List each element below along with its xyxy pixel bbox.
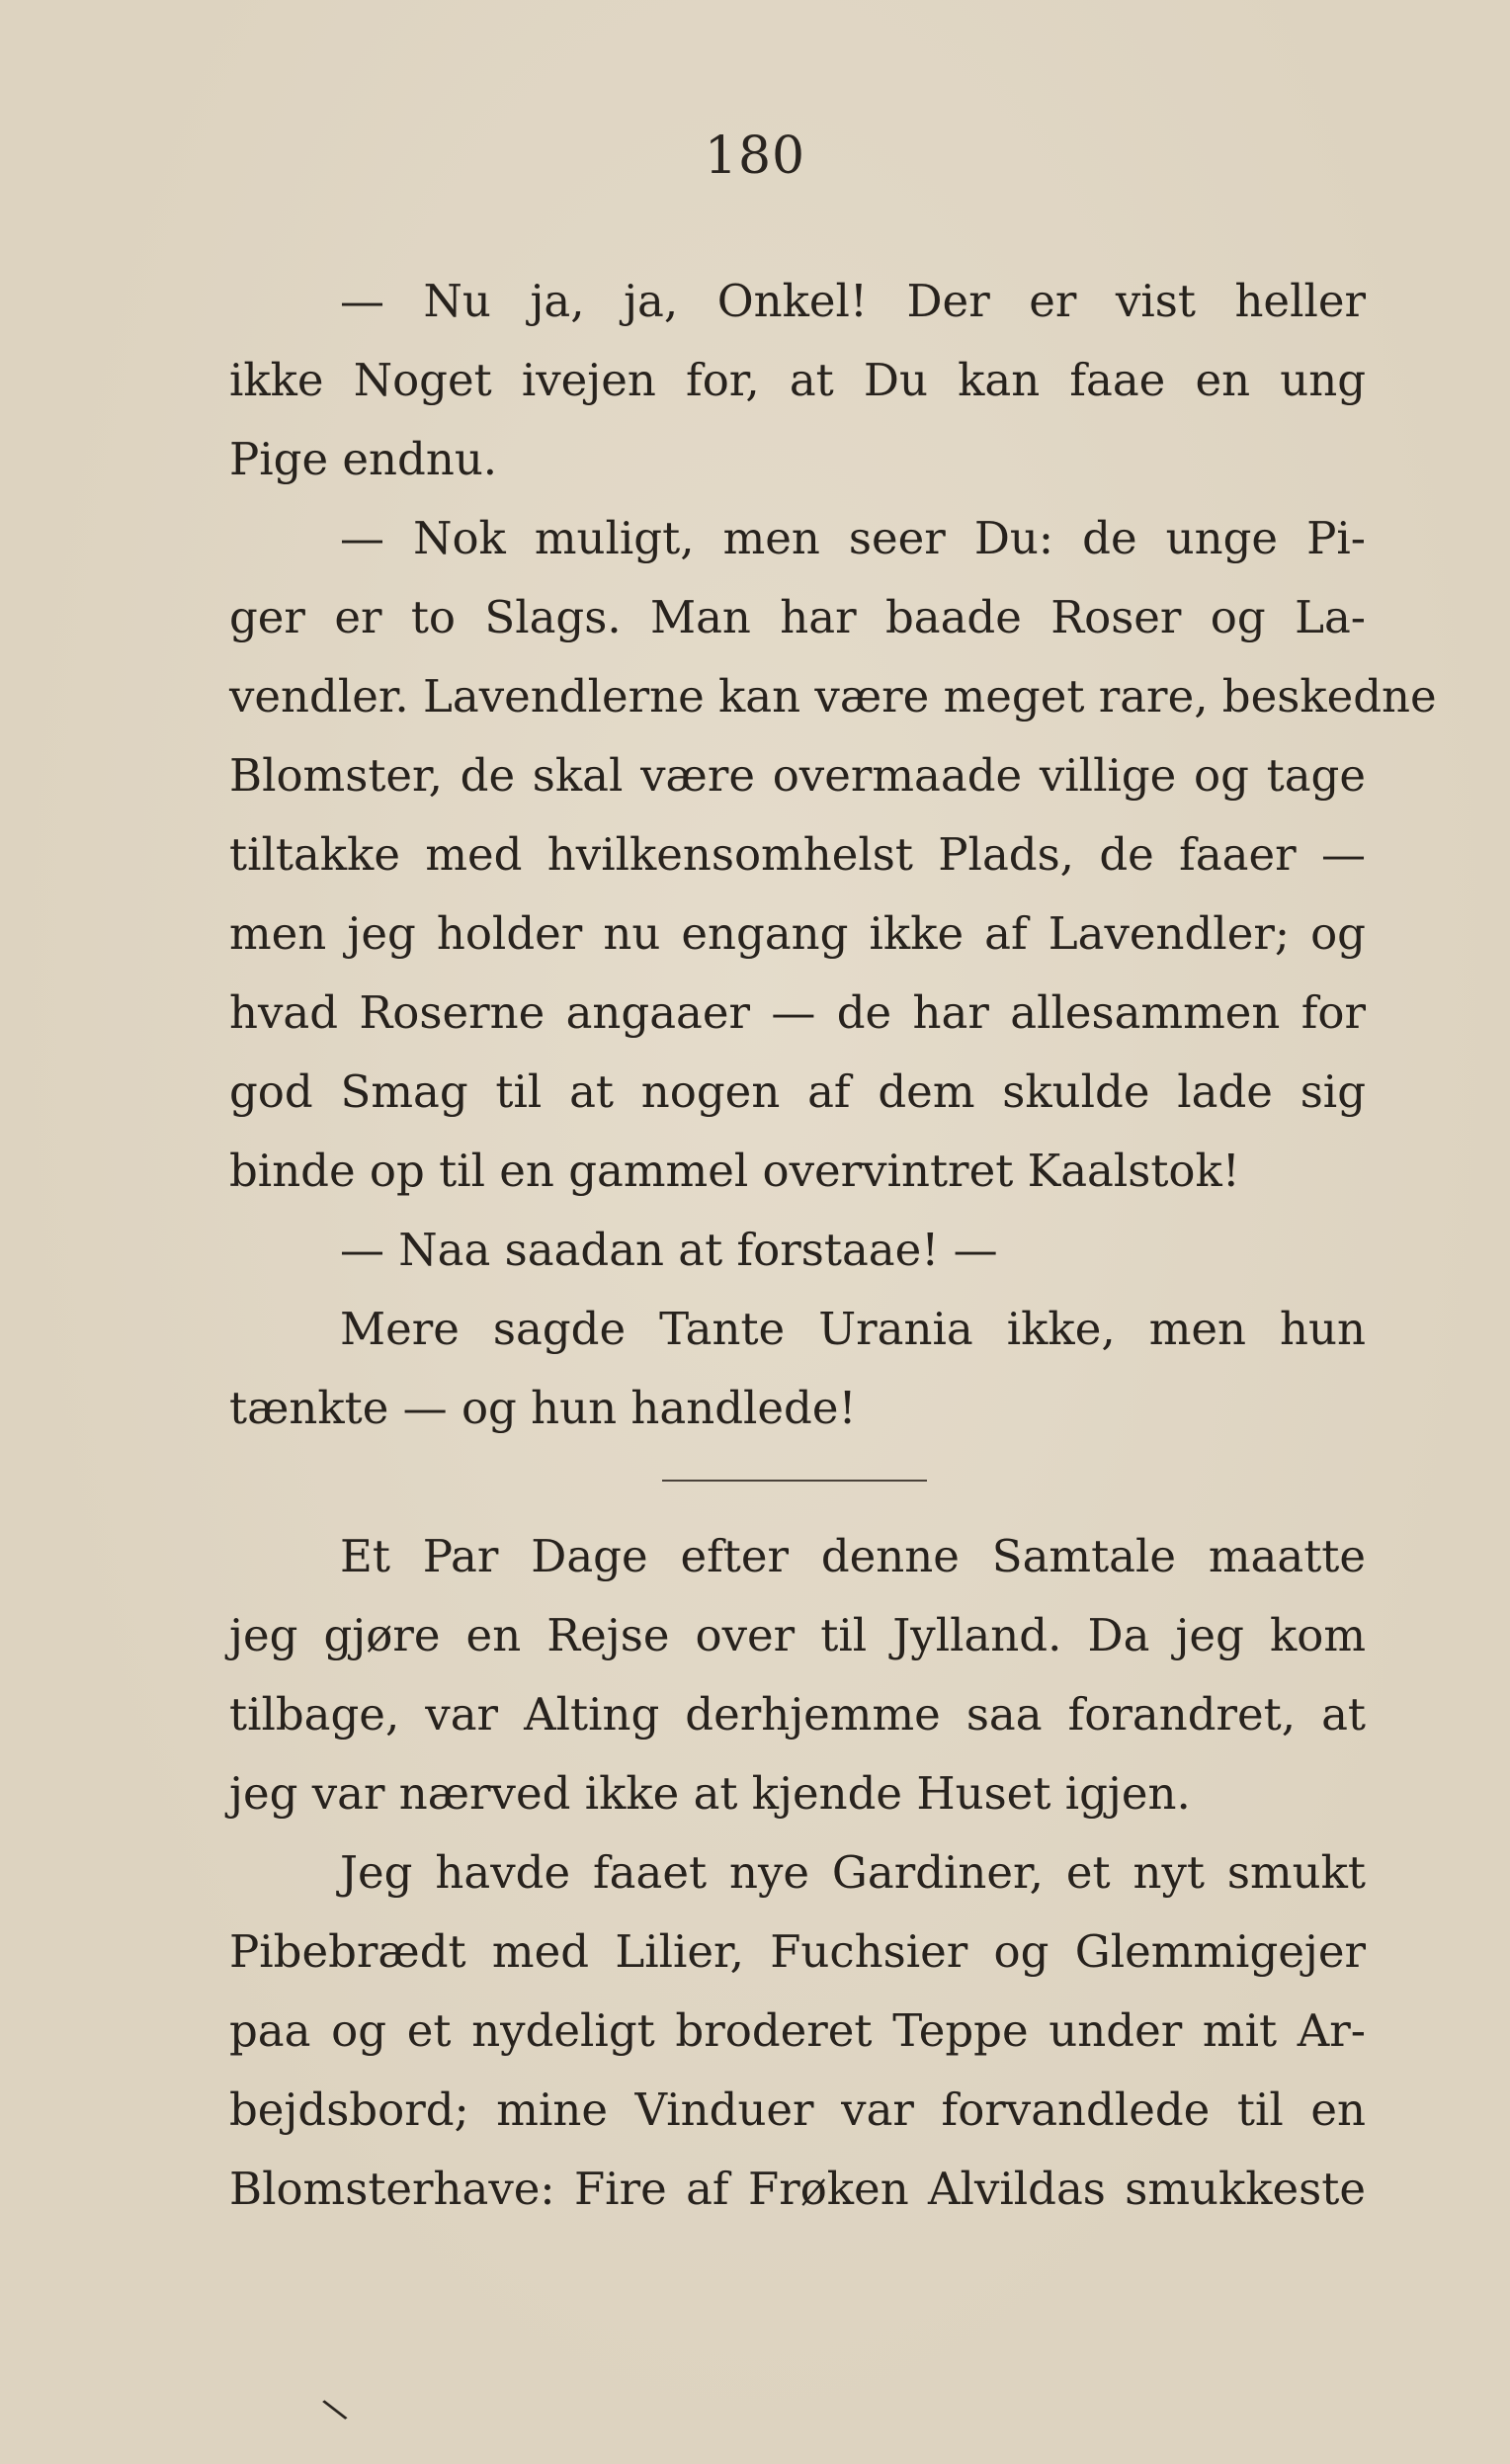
text-line: tænkte — og hun handlede! [229,1382,857,1434]
text-line: Blomster, de skal være overmaade villige og tage [229,749,1366,802]
text-line: Pige endnu. [229,433,498,485]
text-line: tiltakke med hvilkensomhelst Plads, de faaer — [229,828,1366,881]
text-line: Et Par Dage efter denne Samtale maatte [340,1530,1366,1582]
section-divider [662,1480,927,1482]
text-line: — Nok muligt, men seer Du: de unge Pi- [340,512,1366,564]
text-line: — Naa saadan at forstaae! — [340,1224,998,1276]
text-line: god Smag til at nogen af dem skulde lade sig [229,1065,1366,1118]
text-line: binde op til en gammel overvintret Kaalstok! [229,1145,1240,1197]
text-line: ikke Noget ivejen for, at Du kan faae en ung [229,354,1366,406]
page-number: 180 [704,127,806,186]
text-line: Pibebrædt med Lilier, Fuchsier og Glemmigejer [229,1925,1366,1978]
text-line: Mere sagde Tante Urania ikke, men hun [340,1303,1366,1355]
text-line: Blomsterhave: Fire af Frøken Alvildas smukkeste [229,2163,1366,2215]
text-line: tilbage, var Alting derhjemme saa forandret, at [229,1688,1366,1741]
text-line: men jeg holder nu engang ikke af Lavendler; og [229,907,1366,960]
text-line: hvad Roserne angaaer — de har allesammen for [229,986,1366,1039]
text-line: jeg var nærved ikke at kjende Huset igjen. [229,1767,1191,1820]
text-line: vendler. Lavendlerne kan være meget rare, beskedne [229,670,1437,722]
text-line: bejdsbord; mine Vinduer var forvandlede til en [229,2083,1366,2136]
text-line: paa og et nydeligt broderet Teppe under mit Ar- [229,2004,1366,2057]
text-line: Jeg havde faaet nye Gardiner, et nyt smukt [340,1846,1366,1899]
text-line: — Nu ja, ja, Onkel! Der er vist heller [340,275,1366,327]
ink-mark: \ [318,2390,351,2429]
text-line: jeg gjøre en Rejse over til Jylland. Da jeg kom [229,1609,1366,1661]
text-line: ger er to Slags. Man har baade Roser og La- [229,591,1366,643]
